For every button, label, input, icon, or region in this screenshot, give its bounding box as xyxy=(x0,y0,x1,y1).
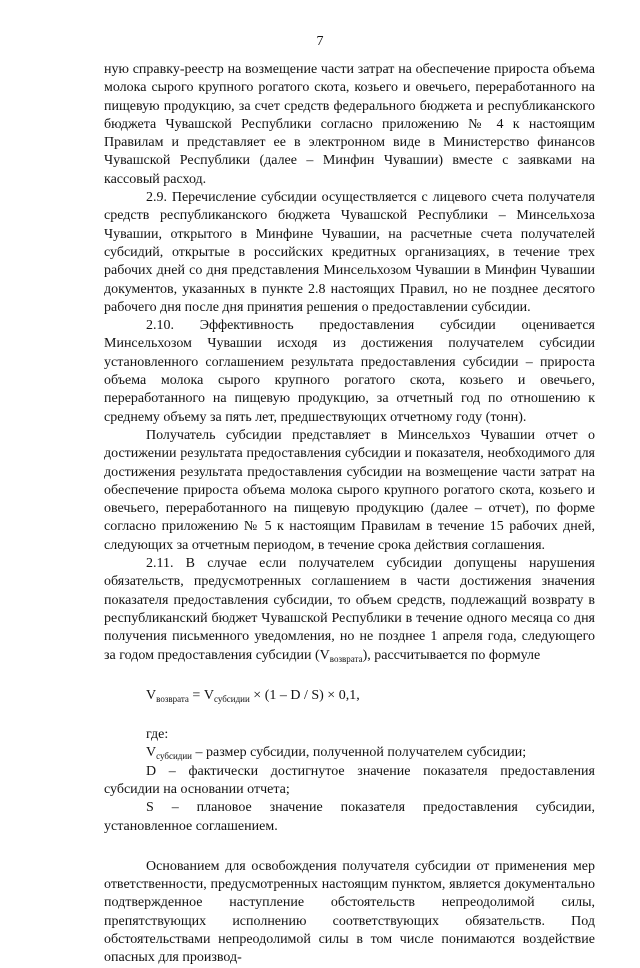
formula-rest: × (1 – D / S) × 0,1, xyxy=(249,687,360,703)
where-s-definition: S – плановое значение показателя предоставления субсидии, установленное соглашением. xyxy=(104,800,595,834)
page-number: 7 xyxy=(316,34,324,49)
paragraph-continuation: ную справку-реестр на возмещение части затрат на обеспечение прироста объема молока сырого крупного рогатого скота, козьего и овечьего, переработанного на пищевую продукцию, за счет средств федерального бюджета и республиканского бюджета Чувашской Республики согласно приложению № 4 к настоящим Правилам и представляет ее в электронном виде в Министерство финансов Чувашской Республики (далее – Минфин Чувашии) вместе с заявками на кассовый расход. xyxy=(104,62,595,187)
paragraph-2-10: 2.10. Эффективность предоставления субсидии оценивается Минсельхозом Чувашии исходя из достижения получателем субсидии установленного соглашением результата предоставления субсидии – прироста объема молока сырого крупного рогатого скота, козьего и овечьего, переработанного на пищевую продукцию, за отчетный год по отношению к среднему объему за пять лет, предшествующих отчетному году (тонн). xyxy=(104,318,595,425)
where-v-text: – размер субсидии, полученной получателем субсидии; xyxy=(191,745,527,761)
formula-v-subsidy-sub: субсидии xyxy=(213,693,250,704)
paragraph-2-11-text: 2.11. В случае если получателем субсидии допущены нарушения обязательств, предусмотренных соглашением в части достижения значения показателя предоставления субсидии, то объем средств, подлежащий возврату в республиканский бюджет Чувашской Республики в течение одного месяца со дня получения письменного уведомления, но не позднее 1 апреля года, следующего за годом предоставления субсидии (V xyxy=(104,556,595,663)
paragraph-force-majeure: Основанием для освобождения получателя субсидии от применения мер ответственности, предусмотренных настоящим пунктом, является документально подтвержденное наступление обстоятельств непреодолимой силы, препятствующих исполнению соответствующих обязательств. Под обстоятельствами непреодолимой силы в том числе понимаются воздействие опасных для производ- xyxy=(104,858,595,966)
where-v-subscript: субсидии xyxy=(156,751,192,762)
document-body xyxy=(104,61,595,968)
formula-v-return: V xyxy=(146,687,157,703)
formula-v-return-sub: возврата xyxy=(156,693,189,704)
where-label: где: xyxy=(146,727,169,743)
paragraph-2-9: 2.9. Перечисление субсидии осуществляется с лицевого счета получателя средств республиканского бюджета Чувашской Республики – Минсельхоза Чувашии, открытого в Минфине Чувашии, на расчетные счета получателей субсидий, открытые в российских кредитных организациях, в течение трех рабочих дней со дня представления Минсельхозом Чувашии в Минфин Чувашии документов, указанных в пункте 2.8 настоящих Правил, но не позднее десятого рабочего дня после дня принятия решения о предоставлении субсидии. xyxy=(104,190,595,315)
formula-equals-v: = V xyxy=(188,687,214,703)
where-d-definition: D – фактически достигнутое значение показателя предоставления субсидии на основании отчета; xyxy=(104,763,595,797)
formula xyxy=(146,687,595,705)
where-v-definition xyxy=(104,744,595,762)
v-return-subscript: возврата xyxy=(329,653,363,664)
paragraph-2-11 xyxy=(104,555,595,665)
paragraph-2-11-tail: ), рассчитывается по формуле xyxy=(362,647,541,663)
where-v-symbol: V xyxy=(146,745,157,761)
paragraph-report: Получатель субсидии представляет в Минсельхоз Чувашии отчет о достижении результата предоставления субсидии и показателя, необходимого для достижения результата предоставления субсидии на возмещение части затрат на обеспечение прироста объема молока сырого крупного рогатого скота, козьего и овечьего, переработанного на пищевую продукцию (далее – отчет), по форме согласно приложению № 5 к настоящим Правилам в течение 15 рабочих дней, следующих за отчетным периодом, в течение срока действия соглашения. xyxy=(104,427,595,553)
